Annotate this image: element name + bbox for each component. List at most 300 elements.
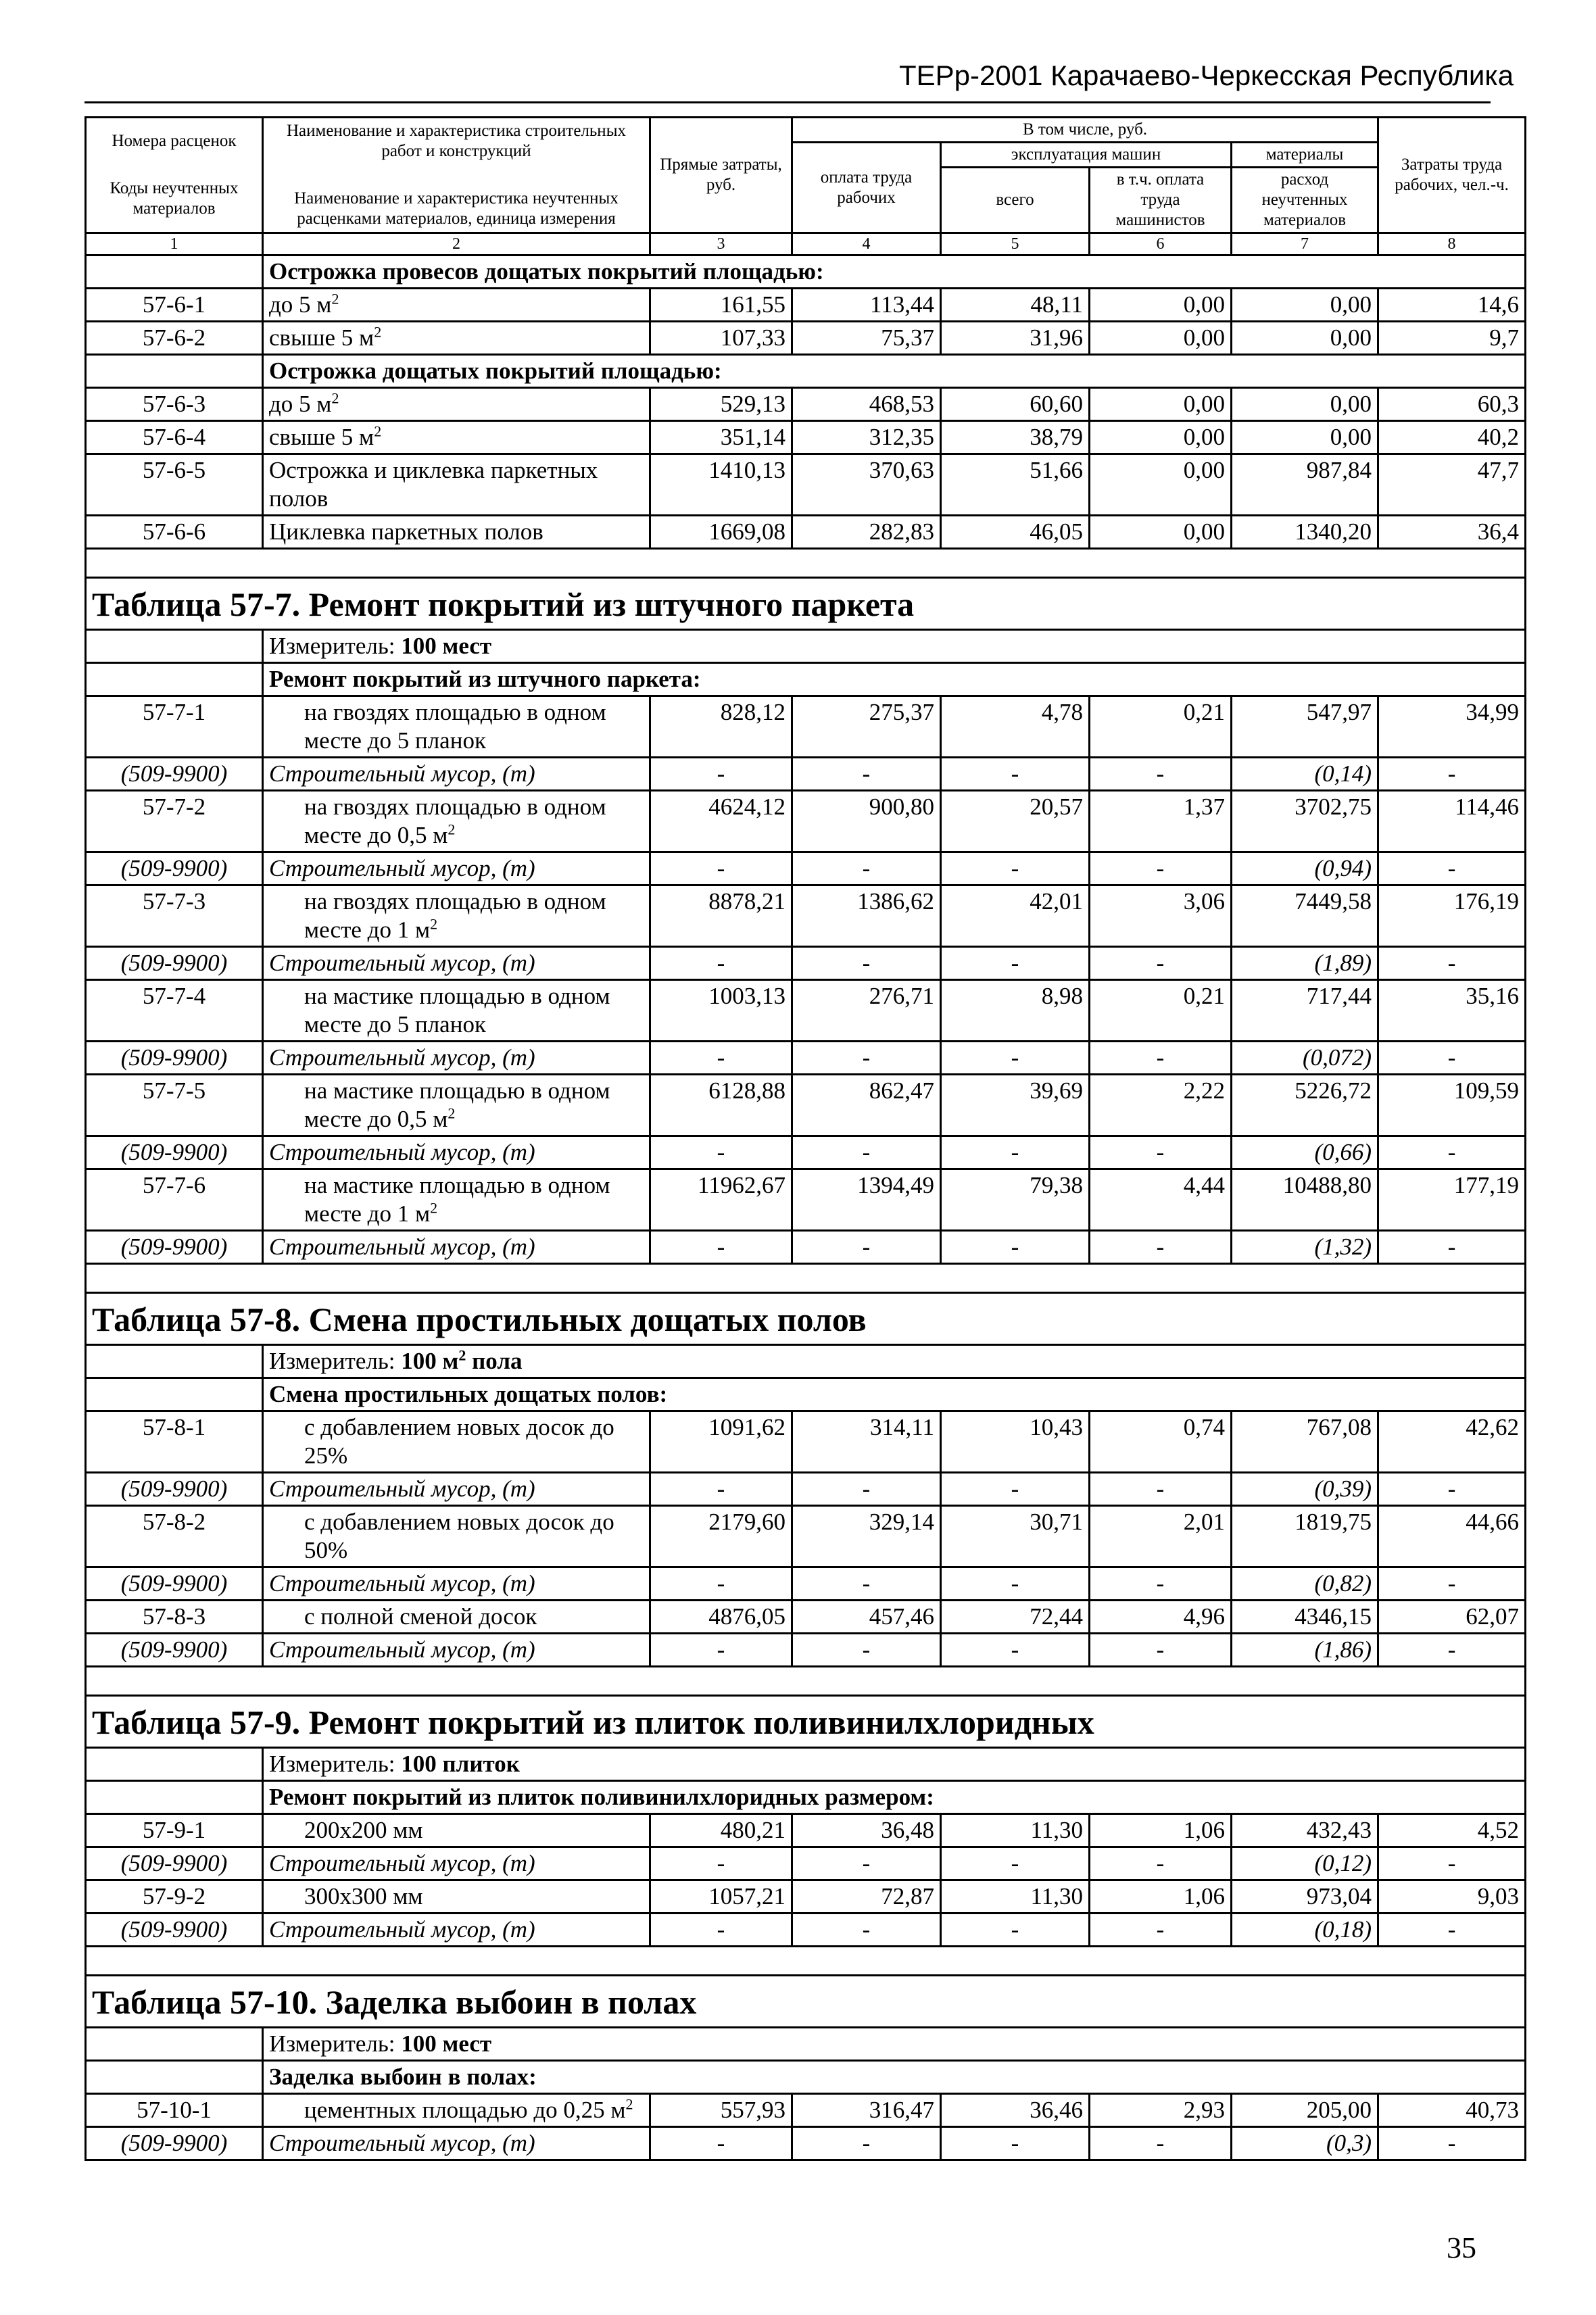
col-number: 4 [792,233,941,255]
section-row [86,663,1526,696]
empty-value: - [1090,947,1232,980]
empty-value: - [650,947,792,980]
machines-total: 10,43 [941,1411,1090,1473]
table-row [86,2094,1526,2127]
machinists-wages: 2,01 [1090,1506,1232,1567]
direct-costs: 161,55 [650,289,792,322]
rate-code: 57-6-4 [86,421,263,454]
direct-costs: 8878,21 [650,885,792,947]
material-row [86,758,1526,791]
wages: 329,14 [792,1506,941,1567]
machinists-wages: 0,00 [1090,322,1232,355]
machinists-wages: 1,37 [1090,791,1232,852]
rate-code: 57-7-4 [86,980,263,1042]
col-header-including: В том числе, руб. [792,118,1378,143]
direct-costs: 1410,13 [650,454,792,516]
work-name: свыше 5 $м^2$ [263,421,650,454]
empty-value: - [1378,2127,1526,2160]
material-name: Строительный мусор, (т) [263,758,650,791]
col-header-material-codes: Коды неучтенных материалов [110,179,239,218]
work-name: Циклевка паркетных полов [263,516,650,549]
machinists-wages: 4,44 [1090,1169,1232,1231]
machines-total: 8,98 [941,980,1090,1042]
materials: 3702,75 [1232,791,1378,852]
empty-value: - [650,758,792,791]
empty-value: - [650,1136,792,1169]
material-name: Строительный мусор, (т) [263,852,650,885]
material-consumption: (0,94) [1232,852,1378,885]
labor: 40,2 [1378,421,1526,454]
material-consumption: (0,18) [1232,1914,1378,1947]
rate-code: 57-7-1 [86,696,263,758]
table-row [86,421,1526,454]
col-header-machines: эксплуатация машин [941,143,1232,168]
rate-code: 57-6-1 [86,289,263,322]
direct-costs: 4876,05 [650,1601,792,1634]
empty-value: - [1090,758,1232,791]
empty-value: - [1090,1914,1232,1947]
empty-value: - [792,1231,941,1264]
wages: 36,48 [792,1814,941,1847]
material-consumption: (0,39) [1232,1473,1378,1506]
labor: 176,19 [1378,885,1526,947]
empty-value: - [792,1634,941,1667]
materials: 205,00 [1232,2094,1378,2127]
section-row [86,255,1526,289]
work-name: цементных площадью до 0,25 $м^2$ [263,2094,650,2127]
machinists-wages: 2,22 [1090,1075,1232,1136]
table-row [86,1814,1526,1847]
materials: 4346,15 [1232,1601,1378,1634]
rate-code: 57-9-1 [86,1814,263,1847]
table-title-row [86,1976,1526,2028]
direct-costs: 6128,88 [650,1075,792,1136]
machines-total: 60,60 [941,388,1090,421]
col-number: 6 [1090,233,1232,255]
work-name: 300х300 мм [263,1880,650,1914]
labor: 9,03 [1378,1880,1526,1914]
col-header-unaccounted-materials: расход неучтенных материалов [1232,168,1378,233]
materials: 7449,58 [1232,885,1378,947]
machinists-wages: 0,00 [1090,388,1232,421]
empty-value: - [1378,1847,1526,1880]
materials: 1819,75 [1232,1506,1378,1567]
labor: 9,7 [1378,322,1526,355]
labor: 40,73 [1378,2094,1526,2127]
col-number: 8 [1378,233,1526,255]
direct-costs: 1003,13 [650,980,792,1042]
machines-total: 11,30 [941,1814,1090,1847]
material-code: (509-9900) [86,1567,263,1601]
material-code: (509-9900) [86,852,263,885]
wages: 862,47 [792,1075,941,1136]
spacer-row [86,1264,1526,1293]
material-row [86,1914,1526,1947]
col-header-rate-numbers: Номера расценок [112,132,237,150]
empty-value: - [650,1847,792,1880]
empty-value: - [1090,1634,1232,1667]
section-title: Смена простильных дощатых полов: [263,1378,1526,1411]
material-row [86,1042,1526,1075]
material-name: Строительный мусор, (т) [263,1136,650,1169]
materials: 0,00 [1232,322,1378,355]
section-row [86,1378,1526,1411]
measure-unit: Измеритель: 100 $м^2$ пола [263,1345,1526,1378]
work-name: на мастике площадью в одном месте до 5 планок [263,980,650,1042]
work-name: на гвоздях площадью в одном месте до 5 планок [263,696,650,758]
rate-code: 57-8-2 [86,1506,263,1567]
material-code: (509-9900) [86,1634,263,1667]
header-rule [84,101,1491,103]
empty-value: - [792,1136,941,1169]
measure-row [86,2028,1526,2061]
machinists-wages: 3,06 [1090,885,1232,947]
work-name: до 5 $м^2$ [263,289,650,322]
work-name: с добавлением новых досок до 50% [263,1506,650,1567]
empty-value: - [941,947,1090,980]
empty-value: - [792,1473,941,1506]
materials: 987,84 [1232,454,1378,516]
empty-value: - [792,1847,941,1880]
work-name: Острожка и циклевка паркетных полов [263,454,650,516]
empty-value: - [1090,852,1232,885]
materials: 717,44 [1232,980,1378,1042]
empty-value: - [650,1634,792,1667]
material-code: (509-9900) [86,2127,263,2160]
labor: 114,46 [1378,791,1526,852]
empty-value: - [1378,852,1526,885]
material-code: (509-9900) [86,1914,263,1947]
rate-code: 57-9-2 [86,1880,263,1914]
direct-costs: 107,33 [650,322,792,355]
rate-code: 57-7-6 [86,1169,263,1231]
material-consumption: (0,66) [1232,1136,1378,1169]
table-row [86,1075,1526,1136]
empty-value: - [941,758,1090,791]
section-title: Ремонт покрытий из плиток поливинилхлоридных размером: [263,1781,1526,1814]
empty-value: - [792,758,941,791]
wages: 900,80 [792,791,941,852]
col-number: 3 [650,233,792,255]
col-number: 1 [86,233,263,255]
machines-total: 46,05 [941,516,1090,549]
rate-code: 57-6-3 [86,388,263,421]
col-number: 7 [1232,233,1378,255]
empty-value: - [650,852,792,885]
measure-unit: Измеритель: 100 мест [263,2028,1526,2061]
empty-value: - [650,1567,792,1601]
machines-total: 72,44 [941,1601,1090,1634]
rate-code: 57-7-5 [86,1075,263,1136]
table-title: Таблица 57-8. Смена простильных дощатых полов [86,1293,1526,1345]
work-name: с полной сменой досок [263,1601,650,1634]
wages: 275,37 [792,696,941,758]
measure-row [86,630,1526,663]
direct-costs: 1057,21 [650,1880,792,1914]
rate-code: 57-8-3 [86,1601,263,1634]
empty-value: - [1090,2127,1232,2160]
empty-value: - [941,1914,1090,1947]
table-title-row [86,1696,1526,1748]
table-row [86,791,1526,852]
labor: 14,6 [1378,289,1526,322]
material-code: (509-9900) [86,947,263,980]
wages: 468,53 [792,388,941,421]
table-title: Таблица 57-10. Заделка выбоин в полах [86,1976,1526,2028]
column-number-row [86,233,1526,255]
col-header-machines-total: всего [941,168,1090,233]
direct-costs: 11962,67 [650,1169,792,1231]
material-code: (509-9900) [86,1847,263,1880]
rate-code: 57-7-3 [86,885,263,947]
empty-value: - [1090,1136,1232,1169]
table-row [86,1506,1526,1567]
materials: 0,00 [1232,388,1378,421]
empty-value: - [650,2127,792,2160]
direct-costs: 557,93 [650,2094,792,2127]
material-row [86,1847,1526,1880]
table-title: Таблица 57-9. Ремонт покрытий из плиток поливинилхлоридных [86,1696,1526,1748]
empty-value: - [792,1567,941,1601]
empty-value: - [792,2127,941,2160]
empty-value: - [1090,1231,1232,1264]
work-name: на мастике площадью в одном месте до 0,5 $м^2$ [263,1075,650,1136]
machines-total: 39,69 [941,1075,1090,1136]
rate-code: 57-10-1 [86,2094,263,2127]
empty-value: - [1378,1567,1526,1601]
material-code: (509-9900) [86,758,263,791]
machines-total: 36,46 [941,2094,1090,2127]
section-row [86,1781,1526,1814]
material-consumption: (0,072) [1232,1042,1378,1075]
material-row [86,947,1526,980]
table-57-8-body [86,1411,1526,1667]
direct-costs: 480,21 [650,1814,792,1847]
machinists-wages: 0,00 [1090,289,1232,322]
empty-value: - [1378,758,1526,791]
table-row [86,289,1526,322]
empty-value: - [1090,1567,1232,1601]
column-header-row-1 [86,118,1526,143]
work-name: на гвоздях площадью в одном месте до 1 $м^2$ [263,885,650,947]
page-header-title: ТЕРр-2001 Карачаево-Черкесская Республика [899,59,1514,91]
materials: 1340,20 [1232,516,1378,549]
table-row [86,516,1526,549]
machines-total: 20,57 [941,791,1090,852]
material-row [86,1136,1526,1169]
direct-costs: 529,13 [650,388,792,421]
material-code: (509-9900) [86,1231,263,1264]
work-name: с добавлением новых досок до 25% [263,1411,650,1473]
section-row [86,2061,1526,2094]
table-row [86,454,1526,516]
material-consumption: (1,89) [1232,947,1378,980]
wages: 312,35 [792,421,941,454]
machinists-wages: 2,93 [1090,2094,1232,2127]
wages: 282,83 [792,516,941,549]
empty-value: - [941,852,1090,885]
machinists-wages: 0,00 [1090,454,1232,516]
spacer-row [86,1947,1526,1976]
col-header-wages: оплата труда рабочих [792,143,941,233]
direct-costs: 2179,60 [650,1506,792,1567]
direct-costs: 1669,08 [650,516,792,549]
empty-value: - [792,947,941,980]
materials: 973,04 [1232,1880,1378,1914]
material-name: Строительный мусор, (т) [263,1914,650,1947]
empty-value: - [792,1042,941,1075]
materials: 547,97 [1232,696,1378,758]
wages: 75,37 [792,322,941,355]
col-header-work-name: Наименование и характеристика строительных работ и конструкций [286,122,626,160]
spacer-row [86,1667,1526,1696]
empty-value: - [941,1567,1090,1601]
table-title-row [86,578,1526,630]
machines-total: 4,78 [941,696,1090,758]
empty-value: - [1378,1136,1526,1169]
materials: 0,00 [1232,421,1378,454]
col-header-material-name: Наименование и характеристика неучтенных расценками материалов, единица измерения [294,189,619,228]
col-header-codes [86,118,263,233]
machines-total: 30,71 [941,1506,1090,1567]
measure-row [86,1345,1526,1378]
empty-value: - [1090,1847,1232,1880]
material-consumption: (0,3) [1232,2127,1378,2160]
machinists-wages: 1,06 [1090,1880,1232,1914]
materials: 767,08 [1232,1411,1378,1473]
work-name: 200х200 мм [263,1814,650,1847]
labor: 60,3 [1378,388,1526,421]
material-code: (509-9900) [86,1136,263,1169]
col-header-materials: материалы [1232,143,1378,168]
wages: 72,87 [792,1880,941,1914]
wages: 314,11 [792,1411,941,1473]
wages: 276,71 [792,980,941,1042]
material-name: Строительный мусор, (т) [263,1634,650,1667]
machinists-wages: 0,21 [1090,980,1232,1042]
empty-value: - [1378,1634,1526,1667]
materials: 432,43 [1232,1814,1378,1847]
section-title: Заделка выбоин в полах: [263,2061,1526,2094]
labor: 47,7 [1378,454,1526,516]
material-row [86,852,1526,885]
rate-code: 57-6-5 [86,454,263,516]
material-code: (509-9900) [86,1473,263,1506]
rates-table-wrapper [84,116,1524,2161]
material-row [86,2127,1526,2160]
table-57-9-body [86,1814,1526,1947]
material-consumption: (0,82) [1232,1567,1378,1601]
labor: 4,52 [1378,1814,1526,1847]
empty-value: - [650,1914,792,1947]
empty-value: - [792,1914,941,1947]
empty-value: - [650,1042,792,1075]
measure-unit: Измеритель: 100 плиток [263,1748,1526,1781]
empty-value: - [941,1473,1090,1506]
spacer-row [86,549,1526,578]
table-row [86,885,1526,947]
empty-value: - [792,852,941,885]
col-number: 2 [263,233,650,255]
table-title: Таблица 57-7. Ремонт покрытий из штучного паркета [86,578,1526,630]
labor: 34,99 [1378,696,1526,758]
measure-row [86,1748,1526,1781]
table-title-row [86,1293,1526,1345]
direct-costs: 351,14 [650,421,792,454]
wages: 370,63 [792,454,941,516]
wages: 1386,62 [792,885,941,947]
col-header-names [263,118,650,233]
direct-costs: 1091,62 [650,1411,792,1473]
empty-value: - [941,1042,1090,1075]
material-row [86,1231,1526,1264]
direct-costs: 4624,12 [650,791,792,852]
material-name: Строительный мусор, (т) [263,1567,650,1601]
table-row [86,1880,1526,1914]
rate-code: 57-7-2 [86,791,263,852]
col-number: 5 [941,233,1090,255]
empty-value: - [941,2127,1090,2160]
empty-value: - [1378,1231,1526,1264]
material-consumption: (0,14) [1232,758,1378,791]
machinists-wages: 1,06 [1090,1814,1232,1847]
wages: 1394,49 [792,1169,941,1231]
measure-unit: Измеритель: 100 мест [263,630,1526,663]
machines-total: 42,01 [941,885,1090,947]
table-row [86,322,1526,355]
labor: 36,4 [1378,516,1526,549]
wages: 113,44 [792,289,941,322]
section-row [86,355,1526,388]
machines-total: 48,11 [941,289,1090,322]
table-57-7-body [86,696,1526,1264]
direct-costs: 828,12 [650,696,792,758]
table-row [86,388,1526,421]
empty-value: - [1090,1473,1232,1506]
labor: 62,07 [1378,1601,1526,1634]
material-consumption: (1,32) [1232,1231,1378,1264]
section-title: Острожка дощатых покрытий площадью: [263,355,1526,388]
page-number: 35 [1447,2231,1476,2264]
machines-total: 31,96 [941,322,1090,355]
empty-value: - [941,1136,1090,1169]
section-title: Острожка провесов дощатых покрытий площадью: [263,255,1526,289]
machines-total: 79,38 [941,1169,1090,1231]
material-code: (509-9900) [86,1042,263,1075]
material-row [86,1567,1526,1601]
table-row [86,1169,1526,1231]
machinists-wages: 4,96 [1090,1601,1232,1634]
labor: 177,19 [1378,1169,1526,1231]
empty-value: - [650,1231,792,1264]
material-name: Строительный мусор, (т) [263,1847,650,1880]
machinists-wages: 0,21 [1090,696,1232,758]
machines-total: 38,79 [941,421,1090,454]
machinists-wages: 0,00 [1090,421,1232,454]
empty-value: - [1378,1473,1526,1506]
work-name: на гвоздях площадью в одном месте до 0,5 $м^2$ [263,791,650,852]
material-name: Строительный мусор, (т) [263,2127,650,2160]
material-consumption: (1,86) [1232,1634,1378,1667]
work-name: свыше 5 $м^2$ [263,322,650,355]
empty-value: - [1378,947,1526,980]
machines-total: 11,30 [941,1880,1090,1914]
material-row [86,1473,1526,1506]
work-name: на мастике площадью в одном месте до 1 $м^2$ [263,1169,650,1231]
table-row [86,696,1526,758]
material-name: Строительный мусор, (т) [263,1231,650,1264]
table-row [86,1411,1526,1473]
